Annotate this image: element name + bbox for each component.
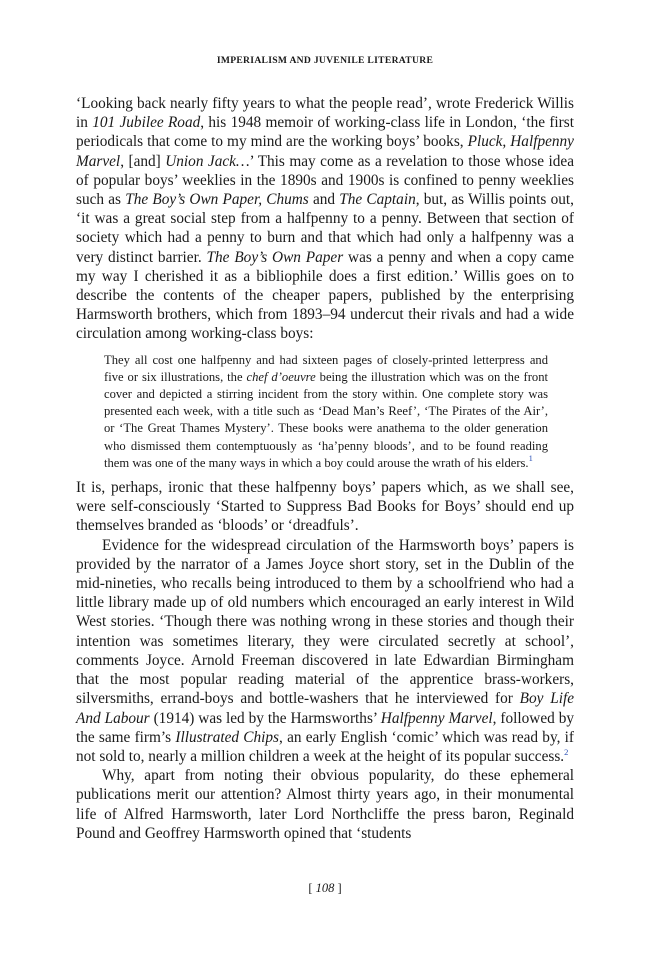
footnote-ref-1[interactable]: 1 bbox=[528, 452, 533, 463]
paragraph-3: Evidence for the widespread circulation of the Harmsworth boys’ papers is provided by the narrator of a James Joyce short story, set in the Dublin of the mid-nineties, who recalls being introduced to them by a schoolfriend who had a little library made up of old numbers which encouraged an early interest in Wild West stories. ‘Though there was nothing wrong in these stories and though their intention was sometimes literary, they were circulated secretly at school’, comments Joyce. Arnold Freeman discovered in late Edwardian Birmingham that the most popular reading material of the apprentice brass-workers, silversmiths, errand-boys and bottle-washers that he interviewed for Boy Life And Labour (1914) was led by the Harmsworths’ Halfpenny Marvel, followed by the same firm’s Illustrated Chips, an early English ‘comic’ which was read by, if not sold to, nearly a million children a week at the height of its popular success.$^2$ bbox=[76, 536, 575, 765]
paragraph-1: ‘Looking back nearly fifty years to what the people read’, wrote Frederick Willis in 101 Jubilee Road, his 1948 memoir of working-class life in London, ‘the first periodicals that come to my mind are the working boys’ books, Pluck, Halfpenny Marvel, [and] Union Jack…’ This may come as a revelation to those whose idea of popular boys’ weeklies in the 1890s and 1900s is confined to penny weeklies such as The Boy’s Own Paper, Chums and The Captain, but, as Willis points out, ‘it was a great social step from a halfpenny to a penny. Between that section of society which had a penny to burn and that which had only a halfpenny was a very distinct barrier. The Boy’s Own Paper was a penny and when a copy came my way I cherished it as a bibliophile does a first edition.’ Willis goes on to describe the contents of the cheaper papers, published by the enterprising Harmsworth brothers, which from 1893–94 undercut their rivals and had a wide circulation among working-class boys: bbox=[76, 95, 574, 343]
body-text bbox=[76, 94, 574, 843]
paragraph-2: It is, perhaps, ironic that these halfpenny boys’ papers which, as we shall see, were self-consciously ‘Started to Suppress Bad Books for Boys’ should end up themselves branded as ‘bloods’ or ‘dreadfuls’. bbox=[76, 479, 574, 535]
block-quotation bbox=[104, 352, 548, 472]
running-head: IMPERIALISM AND JUVENILE LITERATURE bbox=[216, 55, 434, 66]
paragraph-4: Why, apart from noting their obvious popularity, do these ephemeral publications merit our attention? Almost thirty years ago, in their monumental life of Alfred Harmsworth, later Lord Northcliffe the press baron, Reginald Pound and Geoffrey Harmsworth opined that ‘students bbox=[76, 767, 574, 842]
footnote-ref-2[interactable]: 2 bbox=[564, 746, 569, 757]
page-number: [ 108 ] bbox=[308, 881, 342, 895]
quotation-text: They all cost one halfpenny and had sixteen pages of closely-printed letterpress and five or six illustrations, the chef d’oeuvre being the illustration which was on the front cover and depicted a stirring incident from the story within. One complete story was presented each week, with a title such as ‘Dead Man’s Reef’, ‘The Pirates of the Air’, or ‘The Great Thames Mystery’. These books were anathema to the older generation who dismissed them contemptuously as ‘ha’penny bloods’, and to be found reading them was one of the many ways in which a boy could arouse the wrath of his elders.$^1$ bbox=[104, 352, 548, 470]
